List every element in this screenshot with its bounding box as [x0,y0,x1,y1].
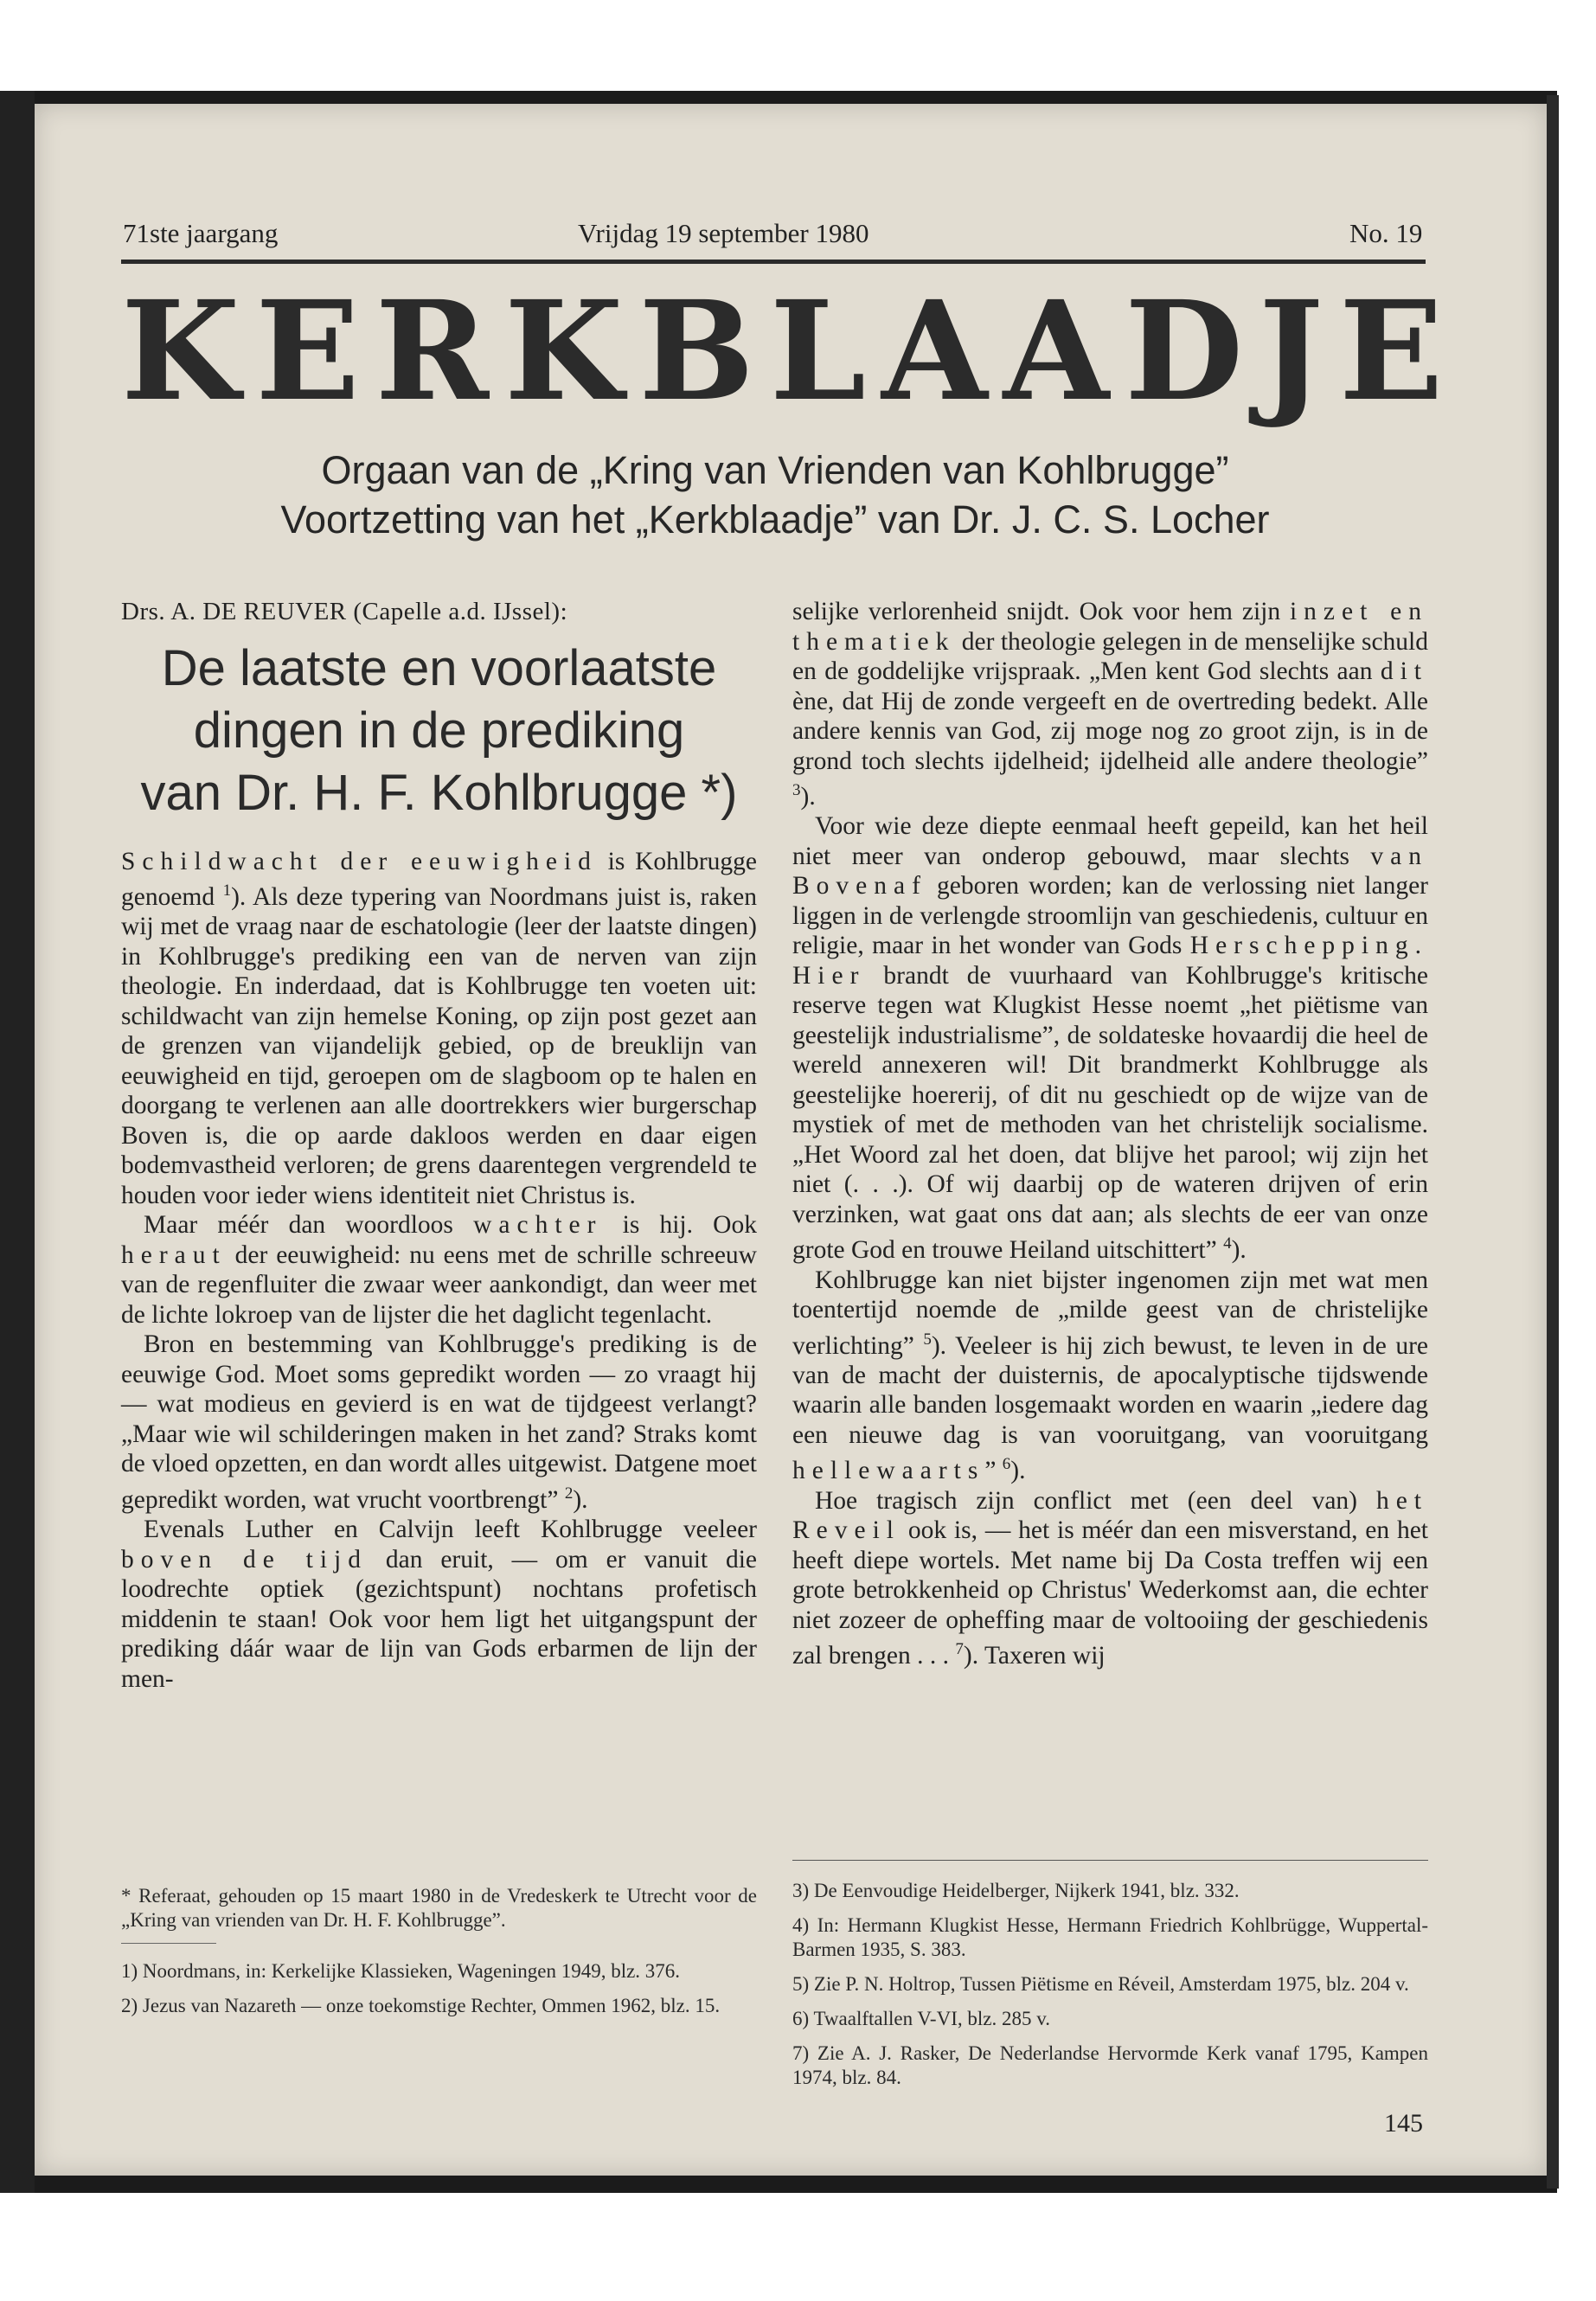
book-binding-right [1547,95,1559,2189]
text-run: brandt de vuurhaard van Kohlbrugge's kritische reserve tegen wat Klugkist Hesse noemt „het piëtisme van geestelijk industrialisme”, de soldateske hovaardij die heel de wereld annexeren wil! Dit brandmerkt Kohlbrugge als geestelijke hoererij, of dit nu geschiedt op de wijze van de mystiek of met de methoden van het christelijk socialisme. „Het Woord zal het doen, dat blijve het parool; wij zijn het niet (. . .). Of wij daarbij op de wateren drijven of erin verzinken, wat gaat ons dat aan; als slechts de eer van onze grote God en trouwe Heiland uitschittert” [792,961,1428,1265]
masthead-subtitle-organ: Orgaan van de „Kring van Vrienden van Kohlbrugge” [321,448,1229,492]
spaced-text: Schildwacht der eeuwigheid [121,847,598,875]
spaced-text: van Bovenaf [792,842,1428,901]
text-run: ). [1010,1457,1026,1485]
text-run: geboren worden; kan de verlossing niet langer liggen in de verlengde stroomlijn van geschiedenis, cultuur en religie, maar in het wonder van Gods [792,872,1428,960]
masthead-title: KERKBLAADJE [121,272,1459,432]
footnote-divider [121,1943,216,1944]
footnotes-right [792,1879,1428,2100]
footnote-6: 6) Twaalftallen V-VI, blz. 285 v. [792,2008,1050,2029]
article-title [121,638,757,824]
article-column-left [121,597,757,1694]
paragraph [792,1486,1428,1671]
spaced-text: dit [1380,657,1428,685]
article-title-line-1: De laatste en voorlaatste [161,639,717,696]
footnote-4: 4) In: Hermann Klugkist Hesse, Hermann Friedrich Kohlbrügge, Wuppertal-Barmen 1935, S. 383. [792,1914,1428,1960]
text-run: dan eruit, — om er vanuit die loodrechte optiek (gezichtspunt) nochtans profetisch middenin te staan! Ook voor hem ligt het uitgangspunt der prediking dáár waar de lijn van Gods erbarmen de lijn der men- [121,1545,757,1693]
text-run: ). Als deze typering van Noordmans juist is, raken wij met de vraag naar de eschatologie (leer der laatste dingen) in Kohlbrugge's prediking een van de nerven van zijn theologie. En inderdaad, dat is Kohlbrugge ten voeten uit: schildwacht van zijn hemelse Koning, op zijn post gezet aan de grenzen van vijandelijk gebied, op de breuklijn van eeuwigheid en tijd, geroepen om de slagboom op te halen en doorgang te verlenen aan alle doortrekkers wier burgerschap Boven is, die op aarde dakloos werden en daar eigen bodemvastheid verloren; de grens daarentegen vergrendeld te houden voor ieder wiens identiteit niet Christus is. [121,882,757,1209]
text-run: ” [984,1457,1003,1485]
article-column-right [792,597,1428,1671]
text-run: Hoe tragisch zijn conflict met (een deel van) [815,1486,1376,1515]
spaced-text: boven de tijd [121,1545,369,1574]
footnote-ref: 6 [1002,1455,1011,1474]
footnote-2: 2) Jezus van Nazareth — onze toekomstige Rechter, Ommen 1962, blz. 15. [121,1995,721,2016]
text-run: der theologie gelegen in de menselijke schuld en de goddelijke vrijspraak. „Men kent God slechts aan [792,627,1428,685]
text-run: ). [573,1485,588,1514]
spaced-text: wachter [473,1211,603,1240]
text-run: ). [1231,1236,1247,1265]
footnote-star: * Referaat, gehouden op 15 maart 1980 in de Vredeskerk te Utrecht voor de „Kring van vrienden van Dr. H. F. Kohlbrugge”. [121,1885,757,1931]
page-number: 145 [1384,2109,1423,2138]
footnote-ref: 5 [923,1330,932,1349]
header-rule [121,260,1426,264]
paragraph [121,847,757,1211]
text-run: der eeuwigheid: nu eens met de schrille schreeuw van de regenfluiter die zwaar weer aankondigt, dan weer met de lichte lokroep van de lijster die het daglicht tegenlacht. [121,1240,757,1329]
spaced-text: heraut [121,1240,227,1269]
book-binding-left [0,91,35,2193]
text-run: Maar méér dan woordloos [144,1211,474,1240]
article-title-line-3: van Dr. H. F. Kohlbrugge *) [140,764,738,821]
text-run: ook is, — het is méér dan een misverstand, en het heeft diepe wortels. Met name bij Da Costa treffen wij een grote betrokkenheid op Christus' Wederkomst aan, die echter niet zozeer de opheffing maar de voltooiing der geschiedenis zal brengen . . . [792,1516,1428,1670]
footnote-3: 3) De Eenvoudige Heidelberger, Nijkerk 1941, blz. 332. [792,1880,1240,1901]
paragraph [121,1330,757,1515]
text-run: is Kohlbrugge genoemd [121,847,757,911]
text-run: is hij. Ook [602,1211,757,1240]
header-volume: 71ste jaargang [123,218,279,248]
paragraph [121,1210,757,1330]
footnotes-left [121,1884,757,2029]
spaced-text: hellewaarts [792,1457,985,1485]
article-title-line-2: dingen in de prediking [193,702,685,759]
text-run: ). Taxeren wij [963,1642,1106,1670]
article-byline: Drs. A. DE REUVER (Capelle a.d. IJssel): [121,598,568,625]
masthead-subtitle-continuation: Voortzetting van het „Kerkblaadje” van Dr. J. C. S. Locher [280,497,1270,542]
footnote-1: 1) Noordmans, in: Kerkelijke Klassieken, Wageningen 1949, blz. 376. [121,1960,681,1982]
text-run: ). [800,782,816,811]
footnote-rule-right [792,1860,1428,1861]
spaced-text: het Reveil [792,1486,1428,1545]
text-run: ). Veeleer is hij zich bewust, te leven in de ure van de macht der duisternis, de apocalyptische tijdswende waarin alle banden losgemaakt worden en waarin „iedere dag een nieuwe dag is van vooruitgang, van vooruitgang [792,1331,1428,1449]
footnote-7: 7) Zie A. J. Rasker, De Nederlandse Hervormde Kerk vanaf 1795, Kampen 1974, blz. 84. [792,2042,1428,2088]
paragraph [792,1266,1428,1486]
text-run: Kohlbrugge kan niet bijster ingenomen zijn met wat men toentertijd noemde de „milde geest van de christelijke verlichting” [792,1266,1428,1360]
text-run: selijke verlorenheid snijdt. Ook voor hem zijn [792,598,1290,625]
text-run: Voor wie deze diepte eenmaal heeft gepeild, kan het heil niet meer van onderop gebouwd, maar slechts [792,812,1428,870]
footnote-ref: 1 [222,881,232,900]
paragraph [792,811,1428,1265]
text-run: Evenals Luther en Calvijn leeft Kohlbrugge veeleer [144,1516,757,1544]
spaced-text: inzet en thematiek [792,598,1428,656]
footnote-ref: 2 [564,1484,574,1503]
footnote-ref: 3 [792,781,801,799]
header-issue: No. 19 [1349,218,1423,248]
header-date: Vrijdag 19 september 1980 [578,218,869,248]
text-run: ène, dat Hij de zonde vergeeft en de overtreding bedekt. Alle andere kennis van God, zij moge nog zo groot zijn, is in de grond toch slechts ijdelheid; ijdelheid alle andere theologie” [792,687,1428,775]
footnote-5: 5) Zie P. N. Holtrop, Tussen Piëtisme en Réveil, Amsterdam 1975, blz. 204 v. [792,1973,1409,1995]
spaced-text: Herschepping. Hier [792,932,1428,990]
footnote-ref: 4 [1223,1234,1232,1253]
footnote-ref: 7 [955,1640,964,1659]
paragraph [792,597,1428,811]
text-run: Bron en bestemming van Kohlbrugge's prediking is de eeuwige God. Moet soms gepredikt worden — zo vraagt hij — wat modieus en gevierd is en wat de tijdgeest verlangt? „Maar wie wil schilderingen maken in het zand? Straks komt de vloed opzetten, en dan wordt alles uitgewist. Datgene moet gepredikt worden, wat vrucht voortbrengt” [121,1330,757,1514]
paragraph [121,1515,757,1694]
